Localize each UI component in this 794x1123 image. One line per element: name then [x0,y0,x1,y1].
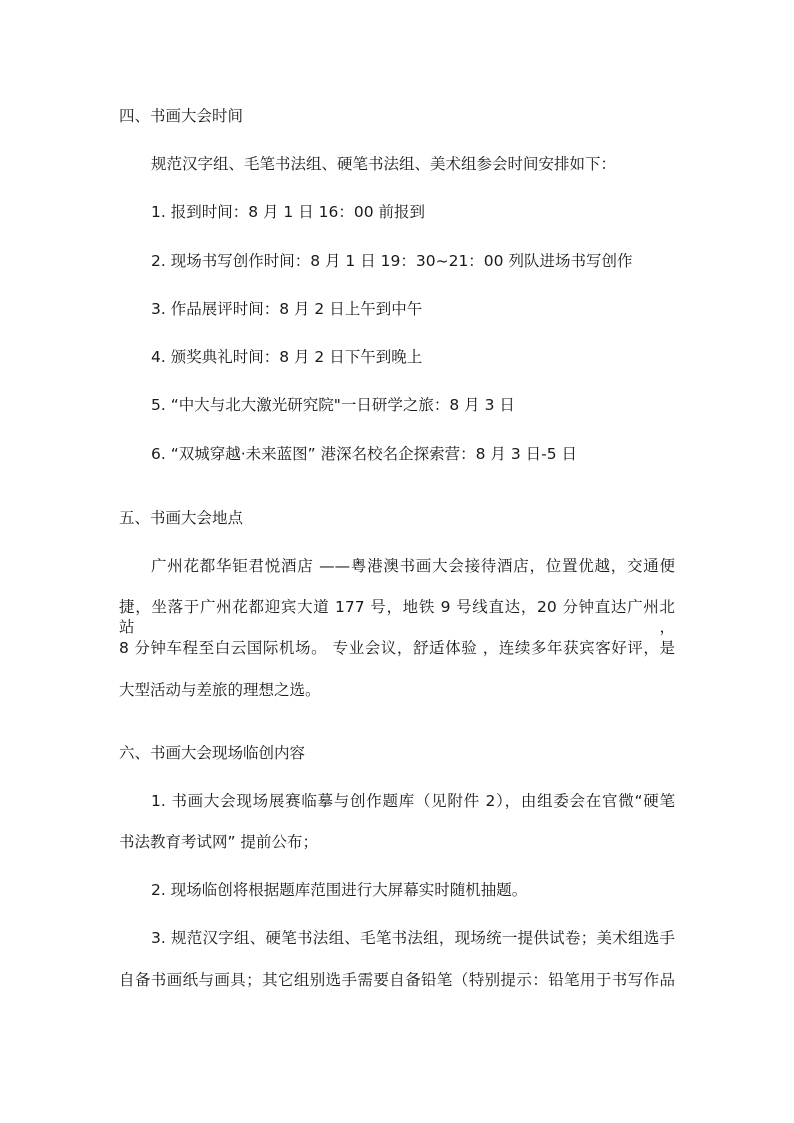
schedule-item: 1. 报到时间：8 月 1 日 16：00 前报到 [151,203,426,221]
schedule-item: 3. 作品展评时间：8 月 2 日上午到中午 [151,300,423,318]
schedule-item: 6. “双城穿越·未来蓝图” 港深名校名企探索营：8 月 3 日-5 日 [151,445,578,463]
content-paragraph-line: 2. 现场临创将根据题库范围进行大屏幕实时随机抽题。 [151,881,528,899]
content-paragraph-line: 3. 规范汉字组、硬笔书法组、毛笔书法组，现场统一提供试卷；美术组选手 [151,929,675,947]
schedule-item: 2. 现场书写创作时间：8 月 1 日 19：30~21：00 列队进场书写创作 [151,252,633,270]
venue-paragraph-line: 大型活动与差旅的理想之选。 [119,681,321,699]
section-heading-content: 六、书画大会现场临创内容 [119,744,306,762]
content-paragraph-line: 1. 书画大会现场展赛临摹与创作题库（见附件 2），由组委会在官微“硬笔 [151,792,675,810]
venue-paragraph-line: 广州花都华钜君悦酒店 ——粤港澳书画大会接待酒店，位置优越，交通便 [151,557,675,575]
schedule-item: 5. “中大与北大激光研究院"一日研学之旅：8 月 3 日 [151,396,515,414]
section-heading-venue: 五、书画大会地点 [119,509,244,527]
schedule-item: 4. 颁奖典礼时间：8 月 2 日下午到晚上 [151,348,423,366]
content-paragraph-line: 自备书画纸与画具；其它组别选手需要自备铅笔（特别提示：铅笔用于书写作品 [119,971,675,989]
schedule-intro: 规范汉字组、毛笔书法组、硬笔书法组、美术组参会时间安排如下： [151,155,617,173]
content-paragraph-line: 书法教育考试网” 提前公布； [119,833,318,851]
section-heading-time: 四、书画大会时间 [119,107,244,125]
venue-paragraph-line: 捷，坐落于广州花都迎宾大道 177 号，地铁 9 号线直达，20 分钟直达广州北站， [119,598,675,636]
venue-paragraph-line: 8 分钟车程至白云国际机场。 专业会议，舒适体验 ，连续多年获宾客好评，是 [119,639,675,657]
